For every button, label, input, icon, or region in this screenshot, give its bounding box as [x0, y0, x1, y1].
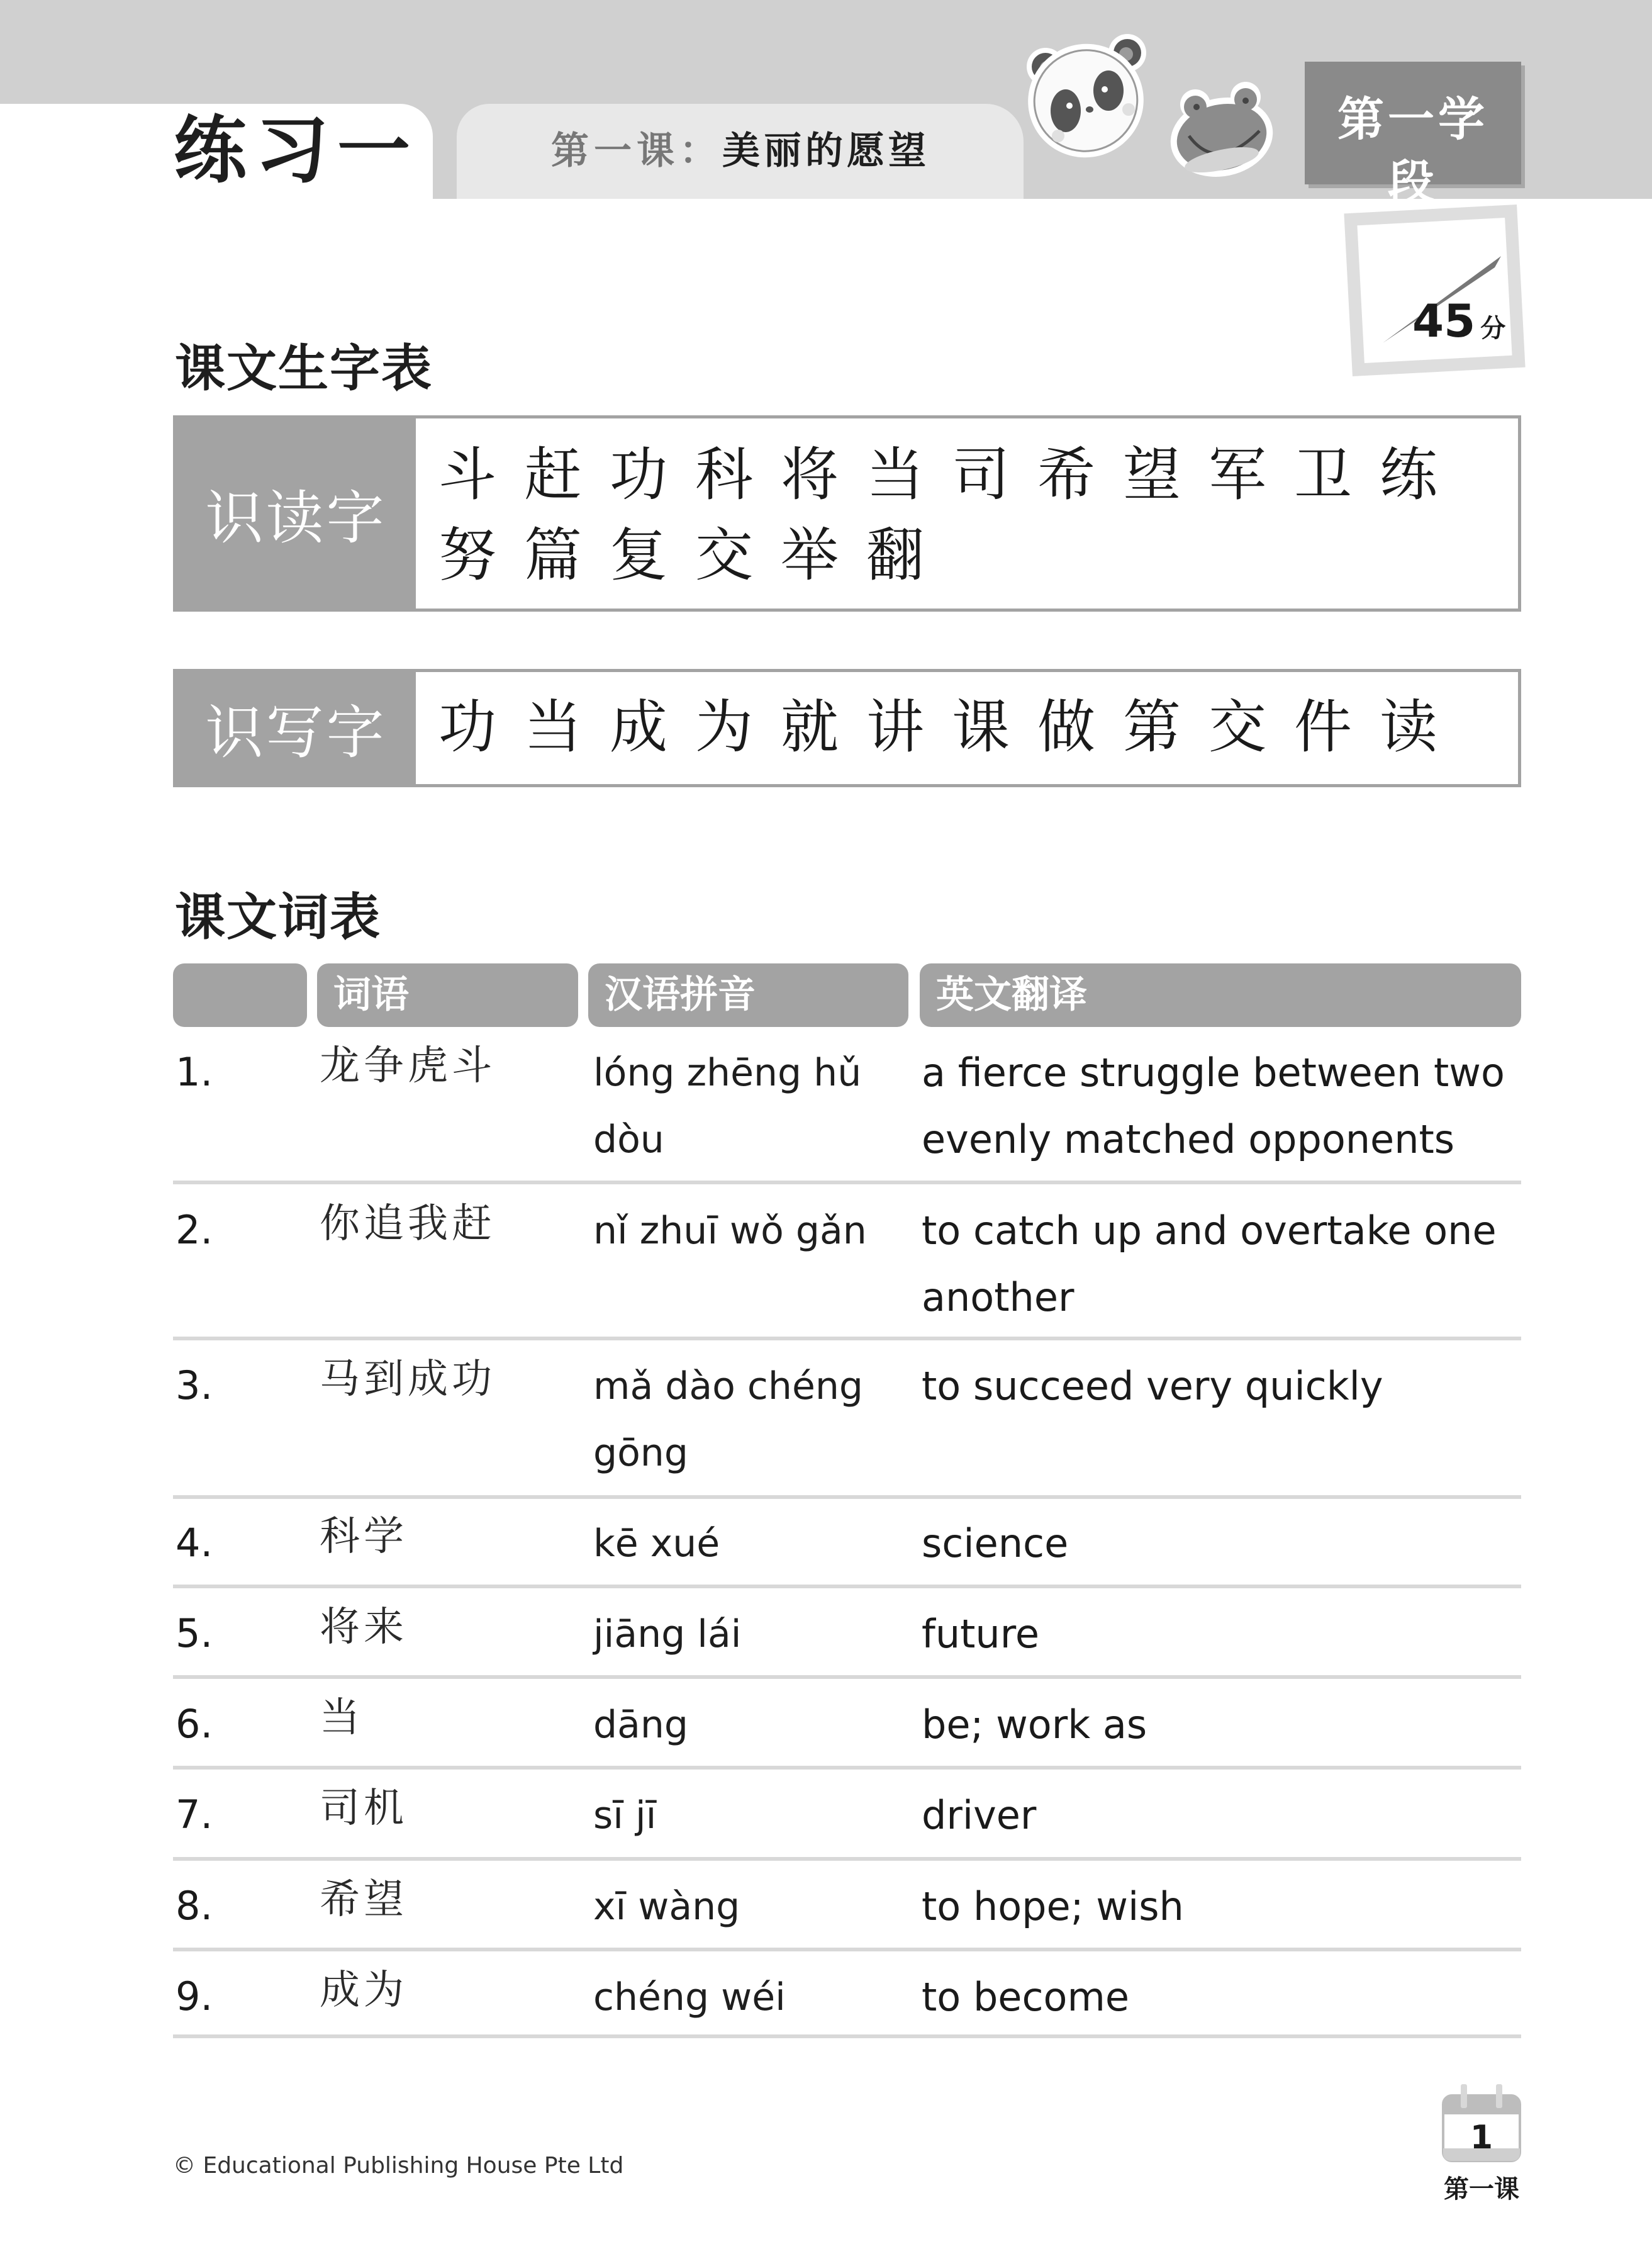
column-header-english: 英文翻译 — [920, 963, 1521, 1027]
row-number: 9. — [176, 1973, 213, 2019]
row-english: to hope; wish — [922, 1883, 1184, 1929]
row-english: driver — [922, 1792, 1037, 1838]
exercise-title: 练习一 — [174, 108, 419, 193]
row-number: 1. — [176, 1049, 213, 1095]
lesson-heading — [551, 126, 930, 176]
row-pinyin: mǎ dào chéng gōng — [593, 1364, 863, 1475]
row-word: 你追我赶 — [320, 1201, 496, 1247]
row-number: 5. — [176, 1610, 213, 1656]
row-divider — [173, 2034, 1521, 2038]
frog-icon — [1165, 79, 1278, 180]
row-pinyin: lóng zhēng hǔ dòu — [593, 1051, 862, 1162]
term-badge-label: 第一学段 — [1337, 93, 1488, 210]
score-total — [1412, 296, 1505, 354]
row-english: to catch up and overtake one another — [922, 1208, 1497, 1320]
row-pinyin: dāng — [593, 1703, 688, 1747]
row-word: 司机 — [320, 1785, 408, 1832]
row-number: 4. — [176, 1520, 213, 1566]
row-english: a fierce struggle between two evenly matched opponents — [922, 1050, 1505, 1162]
reading-characters-line: 斗赶功科将当司希望军卫练 — [438, 441, 1466, 508]
row-number: 8. — [176, 1883, 213, 1929]
copyright-notice: © Educational Publishing House Pte Ltd — [173, 2153, 624, 2179]
writing-characters-line: 功当成为就讲课做第交件读 — [438, 693, 1466, 761]
row-divider — [173, 1766, 1521, 1770]
row-word: 科学 — [320, 1513, 408, 1560]
score-value: 45 — [1412, 295, 1476, 347]
row-number: 6. — [176, 1701, 213, 1747]
writing-characters-box — [173, 669, 1521, 787]
row-number: 2. — [176, 1207, 213, 1253]
lesson-title: 美丽的愿望 — [722, 129, 930, 173]
row-divider — [173, 1675, 1521, 1679]
row-divider — [173, 1495, 1521, 1499]
row-english: science — [922, 1520, 1069, 1566]
writing-characters-label: 识写字 — [176, 672, 416, 784]
reading-characters-box — [173, 415, 1521, 612]
row-word: 当 — [320, 1695, 364, 1741]
row-word: 马到成功 — [320, 1356, 496, 1403]
page-number: 1 — [1470, 2119, 1493, 2157]
score-unit: 分 — [1480, 314, 1506, 343]
row-pinyin: chéng wéi — [593, 1975, 786, 2019]
reading-characters-line: 努篇复交举翻 — [438, 522, 952, 589]
row-divider — [173, 1948, 1521, 1951]
row-divider — [173, 1857, 1521, 1861]
row-word: 将来 — [320, 1604, 408, 1651]
row-pinyin: kē xué — [593, 1522, 720, 1566]
row-number: 3. — [176, 1362, 213, 1408]
row-english: be; work as — [922, 1702, 1147, 1748]
row-word: 龙争虎斗 — [320, 1043, 496, 1089]
vocabulary-title: 课文词表 — [175, 887, 381, 946]
row-pinyin: jiāng lái — [593, 1612, 742, 1656]
column-header-number — [173, 963, 307, 1027]
new-characters-title: 课文生字表 — [175, 339, 433, 398]
reading-characters-list — [416, 418, 1518, 609]
panda-icon — [1020, 28, 1159, 166]
row-divider — [173, 1181, 1521, 1184]
row-word: 成为 — [320, 1967, 408, 2014]
row-english: to succeed very quickly — [922, 1363, 1383, 1409]
lesson-prefix: 第一课： — [551, 129, 722, 173]
row-divider — [173, 1585, 1521, 1588]
column-header-word: 词语 — [317, 963, 578, 1027]
row-word: 希望 — [320, 1877, 408, 1923]
column-header-pinyin: 汉语拼音 — [588, 963, 908, 1027]
reading-characters-label: 识读字 — [176, 418, 416, 609]
row-number: 7. — [176, 1792, 213, 1837]
row-english: to become — [922, 1974, 1130, 2020]
footer-lesson-label: 第一课 — [1444, 2175, 1519, 2204]
row-divider — [173, 1337, 1521, 1340]
writing-characters-list — [416, 672, 1518, 784]
row-pinyin: sī jī — [593, 1793, 657, 1837]
row-pinyin: xī wàng — [593, 1885, 740, 1929]
row-pinyin: nǐ zhuī wǒ gǎn — [593, 1209, 867, 1253]
row-english: future — [922, 1611, 1039, 1657]
